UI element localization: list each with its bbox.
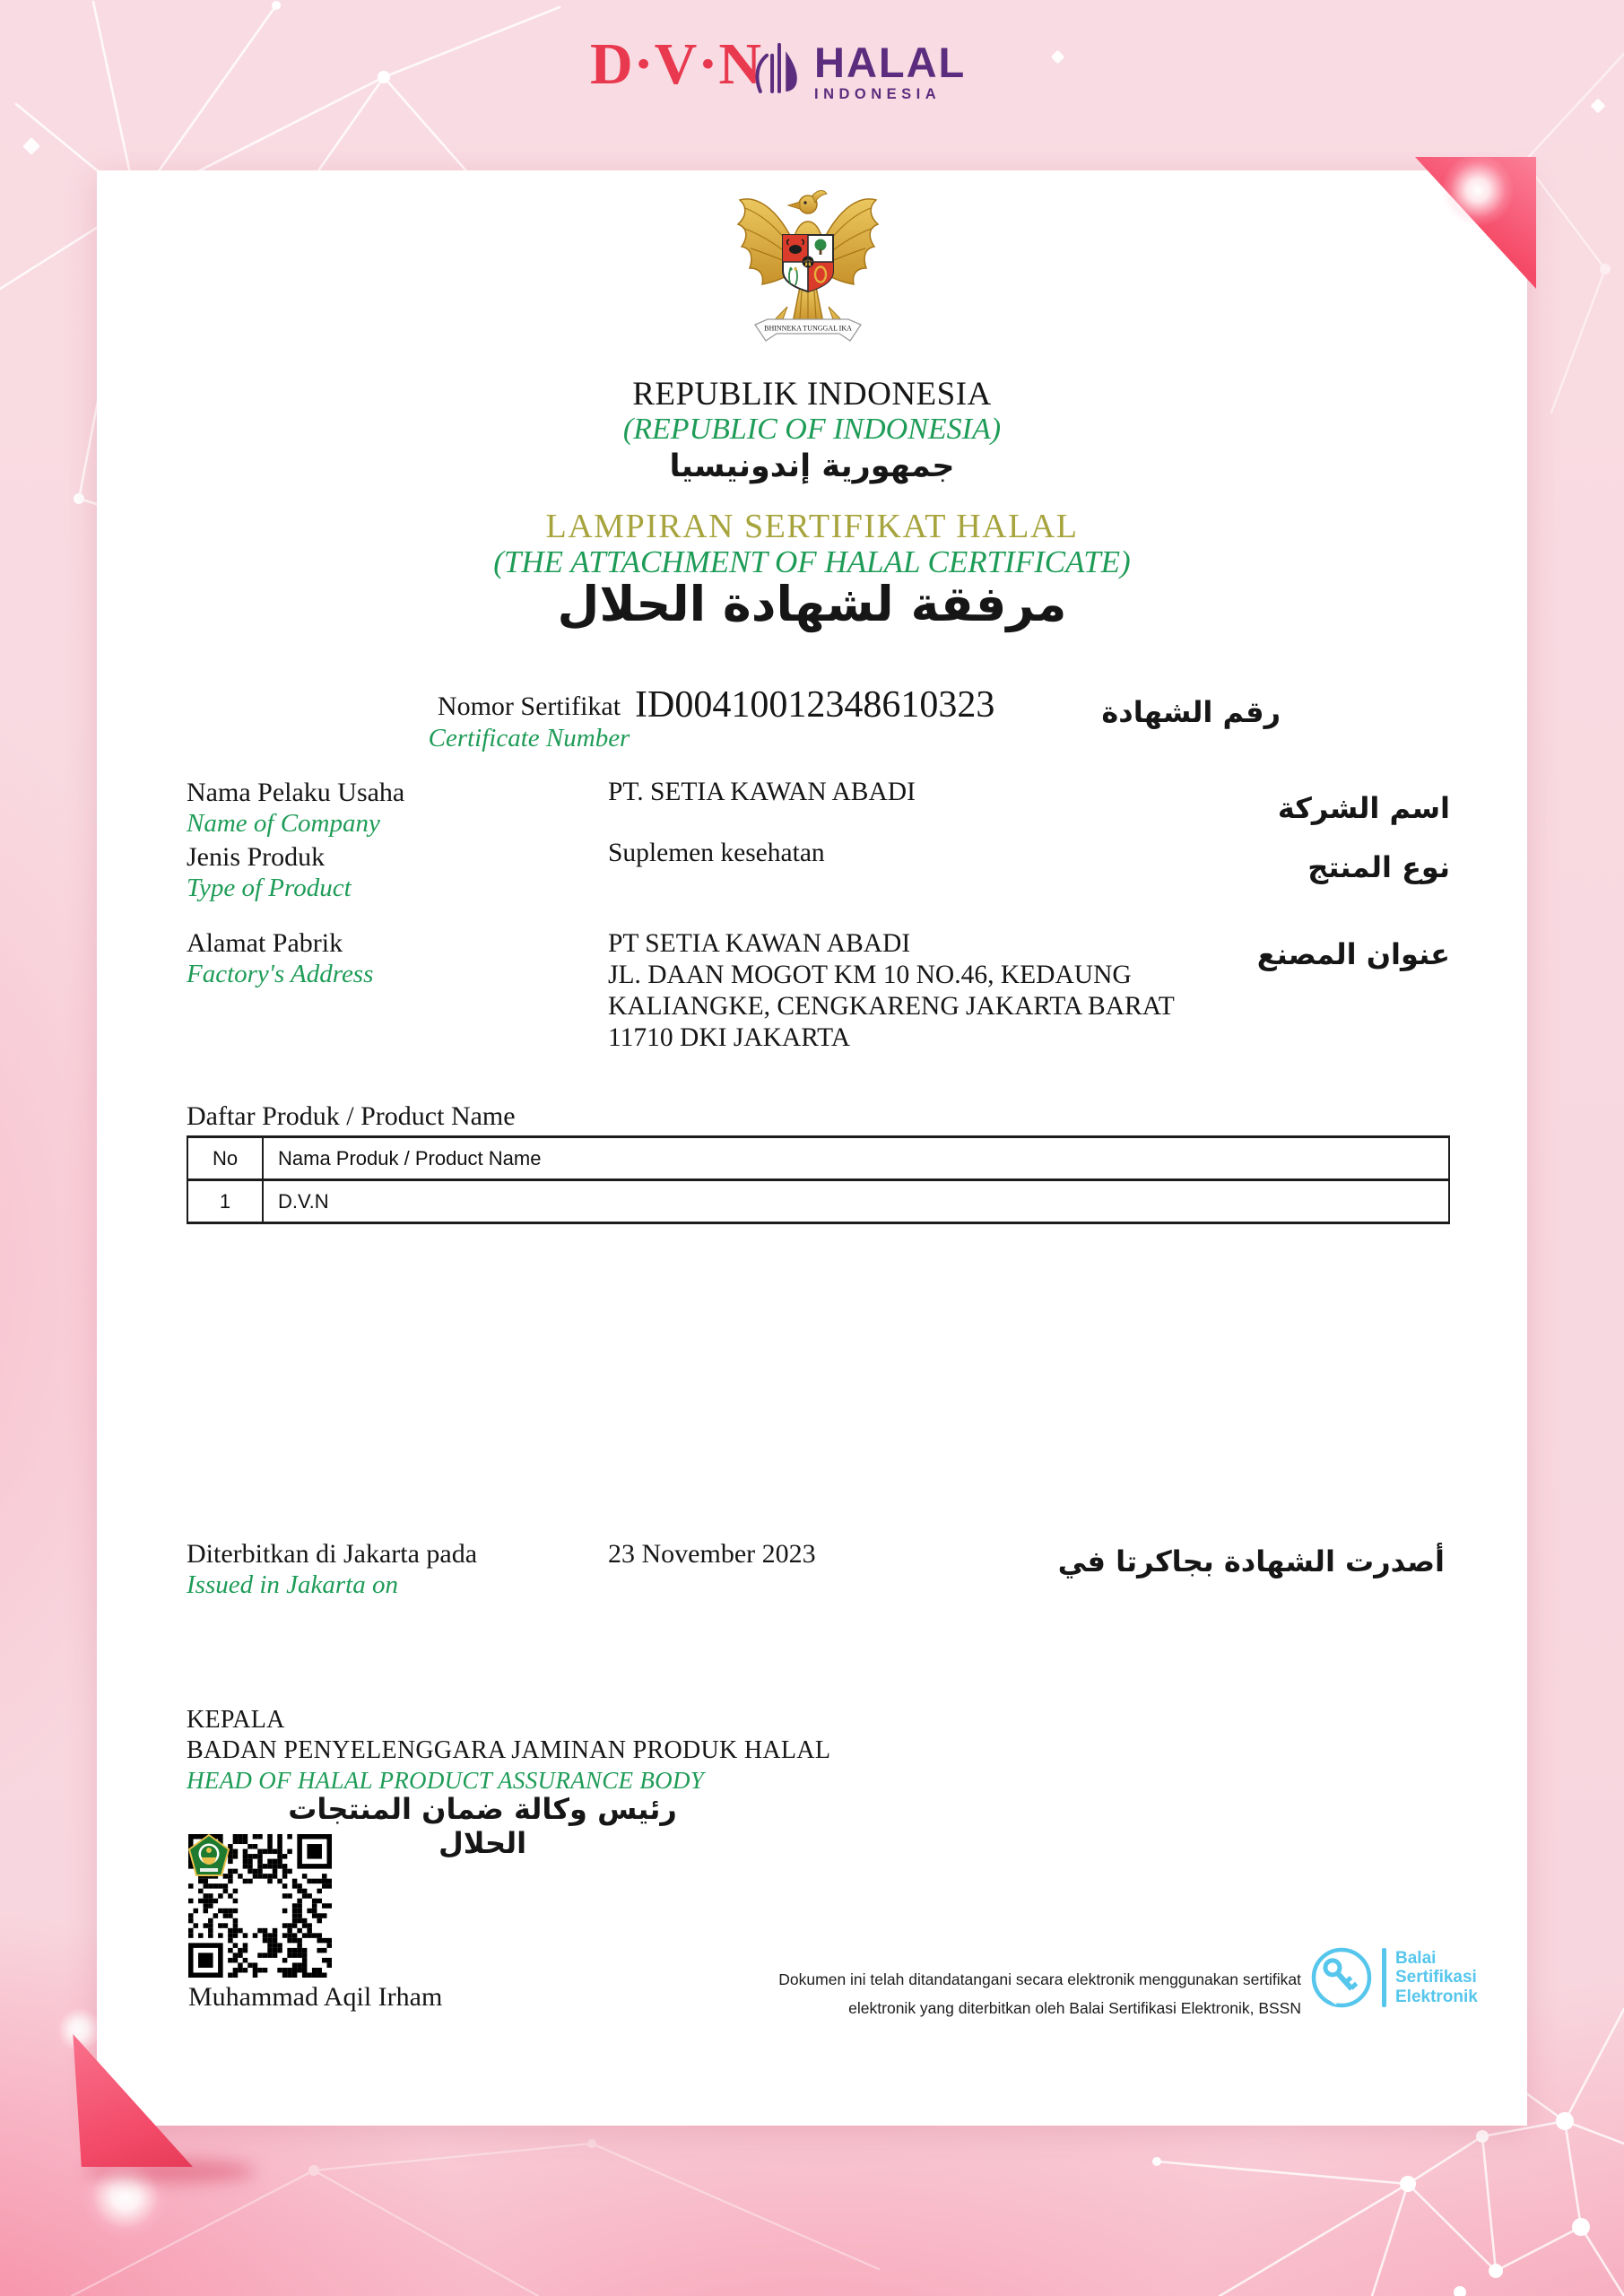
title-arabic-large: مرفقة لشهادة الحلال bbox=[557, 576, 1067, 632]
field-label-type-of-product: Type of Product bbox=[187, 874, 352, 902]
product-table bbox=[187, 1135, 1450, 1224]
signatory-name: Muhammad Aqil Irham bbox=[188, 1982, 443, 2012]
title-lampiran-sertifikat-halal: LAMPIRAN SERTIFIKAT HALAL bbox=[545, 508, 1079, 545]
field-label-alamat-pabrik: Alamat Pabrik bbox=[187, 928, 343, 958]
garuda-motto-text: BHINNEKA TUNGGAL IKA bbox=[764, 324, 852, 333]
column-header-no: No bbox=[187, 1137, 263, 1180]
bse-text-line: Balai bbox=[1395, 1948, 1437, 1968]
product-row-number: 1 bbox=[187, 1180, 263, 1223]
field-label-arabic-factory-address: عنوان المصنع bbox=[1256, 937, 1450, 971]
field-label-arabic-issued: أصدرت الشهادة بجاكرتا في bbox=[1057, 1544, 1445, 1578]
bse-text-line: Sertifikasi bbox=[1395, 1968, 1477, 1987]
field-label-arabic-company: اسم الشركة bbox=[1277, 791, 1450, 825]
bse-logo-divider bbox=[1382, 1948, 1386, 2007]
sparkle-diamond bbox=[1051, 50, 1065, 65]
address-line: 11710 DKI JAKARTA bbox=[608, 1023, 851, 1052]
title-republik-indonesia: REPUBLIK INDONESIA bbox=[632, 376, 992, 413]
column-header-product-name: Nama Produk / Product Name bbox=[263, 1137, 1449, 1180]
garuda-pancasila-emblem bbox=[732, 181, 884, 361]
address-line: JL. DAAN MOGOT KM 10 NO.46, KEDAUNG bbox=[608, 961, 1132, 989]
halal-indonesia-logo bbox=[748, 36, 966, 103]
bse-text-line: Elektronik bbox=[1395, 1987, 1478, 2006]
company-name-value: PT. SETIA KAWAN ABADI bbox=[608, 778, 916, 806]
kemenag-logo bbox=[188, 1834, 230, 1877]
dvn-logo: D·V·N bbox=[590, 31, 763, 97]
field-label-arabic-product-type: نوع المنتج bbox=[1307, 850, 1450, 884]
product-row-name: D.V.N bbox=[263, 1180, 1449, 1223]
product-type-value: Suplemen kesehatan bbox=[608, 839, 825, 867]
signatory-title-arabic: رئيس وكالة ضمان المنتجات الحلال bbox=[288, 1792, 677, 1860]
title-republic-of-indonesia: (REPUBLIC OF INDONESIA) bbox=[622, 413, 1002, 446]
field-label-issued-in-jakarta: Issued in Jakarta on bbox=[187, 1570, 398, 1599]
halal-logo-word: HALAL bbox=[814, 39, 967, 86]
product-table-header-row bbox=[187, 1137, 1449, 1180]
field-label-certificate-number: Certificate Number bbox=[428, 724, 630, 752]
certificate-number-value: ID00410012348610323 bbox=[635, 684, 995, 726]
signatory-title-english: HEAD OF HALAL PRODUCT ASSURANCE BODY bbox=[187, 1767, 705, 1794]
address-line: KALIANGKE, CENGKARENG JAKARTA BARAT bbox=[608, 992, 1175, 1021]
field-label-factory-address: Factory's Address bbox=[187, 960, 374, 988]
title-country-arabic: جمهورية إندونيسيا bbox=[669, 448, 955, 484]
certificate-page bbox=[97, 170, 1527, 2126]
field-label-name-of-company: Name of Company bbox=[187, 809, 380, 838]
issue-date-value: 23 November 2023 bbox=[608, 1539, 816, 1569]
field-label-nomor-sertifikat: Nomor Sertifikat bbox=[437, 691, 621, 721]
qr-code bbox=[188, 1834, 332, 1978]
address-line: PT SETIA KAWAN ABADI bbox=[608, 929, 911, 958]
sparkle-glow bbox=[1442, 154, 1514, 226]
bse-logo-text bbox=[1395, 1949, 1478, 2007]
halal-logo-subtitle: INDONESIA bbox=[814, 86, 942, 102]
disclaimer-line: Dokumen ini telah ditandatangani secara elektronik menggunakan sertifikat bbox=[778, 1970, 1301, 1988]
signatory-title-kepala: KEPALA bbox=[187, 1706, 285, 1734]
disclaimer-line: elektronik yang diterbitkan oleh Balai Sertifikasi Elektronik, BSSN bbox=[848, 1999, 1301, 2017]
halal-gunungan-icon bbox=[748, 36, 807, 95]
field-label-arabic-certificate-number: رقم الشهادة bbox=[1101, 695, 1281, 729]
electronic-signature-disclaimer bbox=[673, 1965, 1301, 2022]
table-row bbox=[187, 1180, 1449, 1223]
title-attachment-en: (THE ATTACHMENT OF HALAL CERTIFICATE) bbox=[493, 544, 1131, 579]
field-label-diterbitkan: Diterbitkan di Jakarta pada bbox=[187, 1539, 478, 1569]
bse-logo bbox=[1310, 1946, 1478, 2009]
signatory-title-badan: BADAN PENYELENGGARA JAMINAN PRODUK HALAL bbox=[187, 1736, 831, 1764]
product-list-title: Daftar Produk / Product Name bbox=[187, 1101, 516, 1131]
factory-address-value bbox=[608, 928, 1175, 1054]
field-label-nama-pelaku-usaha: Nama Pelaku Usaha bbox=[187, 778, 405, 807]
field-label-jenis-produk: Jenis Produk bbox=[187, 842, 326, 872]
bse-key-icon bbox=[1310, 1946, 1373, 2009]
